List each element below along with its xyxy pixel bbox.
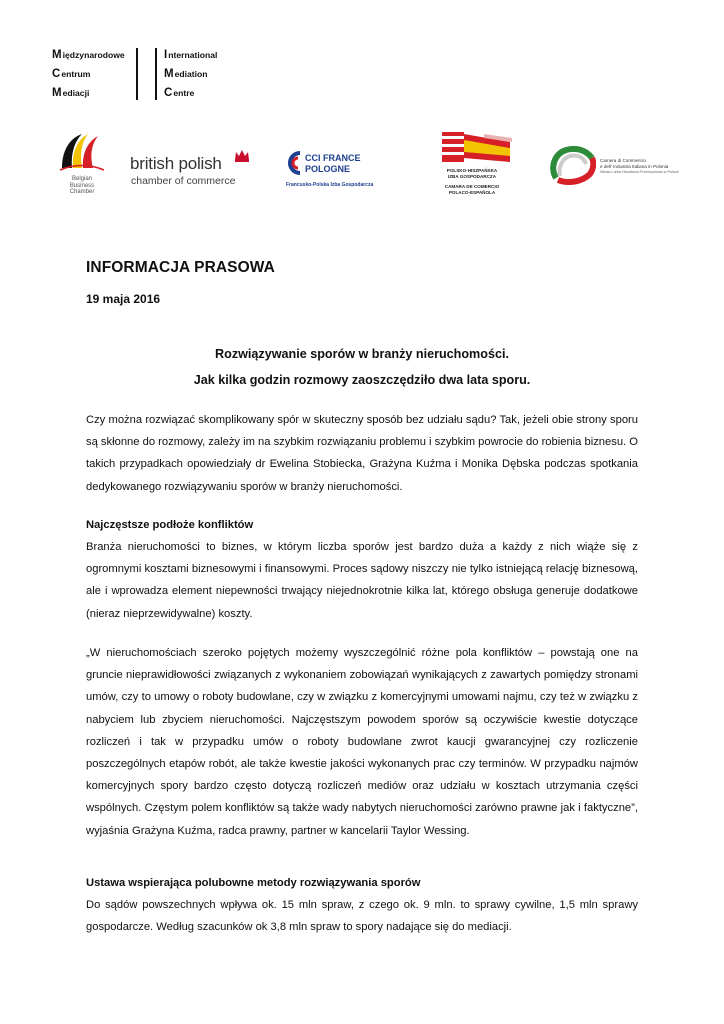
cci-emblem-icon — [284, 150, 304, 176]
italian-emblem-icon — [548, 144, 596, 186]
belgian-flag-icon — [56, 128, 108, 176]
letterhead-line: Międzynarodowe — [52, 49, 125, 61]
cci-france-pologne-logo — [284, 150, 380, 190]
british-polish-subtitle: chamber of commerce — [131, 175, 236, 187]
italian-chamber-logo — [548, 144, 688, 188]
name-line: IZBA GOSPODARCZA — [447, 173, 497, 179]
polish-spanish-chamber-logo — [428, 124, 518, 202]
british-polish-chamber-logo — [130, 148, 254, 188]
letterhead-line: Mediacji — [52, 87, 90, 99]
italian-name-line: Camera di Commercio — [600, 158, 646, 163]
letterhead-line: International — [164, 49, 218, 61]
letterhead-english-name — [164, 46, 217, 103]
belgian-business-chamber-logo — [56, 128, 108, 200]
section-paragraph: Branża nieruchomości to biznes, w którym liczba sporów jest bardzo duża a każdy z nich wiąże się z ogromnymi kosztami biznesowymi i finansowymi. Proces sądowy niszczy nie tylko istniejącą relację biznesową, ale i wprowadza element niepewności trwający niejednokrotnie kilka lat, którego obsługa generuje dodatkowe (nieraz nieprzewidywalne) koszty. — [86, 541, 638, 620]
section-heading: Ustawa wspierająca polubowne metody rozwiązywania sporów — [86, 877, 421, 889]
letterhead-divider — [136, 48, 138, 100]
crown-icon — [234, 148, 250, 162]
section-heading: Najczęstsze podłoże konfliktów — [86, 519, 254, 531]
polish-spanish-name-pl — [434, 168, 510, 179]
letterhead-divider — [155, 48, 157, 100]
partner-logos — [0, 122, 724, 202]
subheadline: Jak kilka godzin rozmowy zaoszczędziło dwa lata sporu. — [193, 373, 531, 387]
section-paragraph: Do sądów powszechnych wpływa ok. 15 mln spraw, z czego ok. 9 mln. to sprawy cywilne, 1,5 mln sprawy gospodarcze. Według szacunków ok 3,8 mln spraw to spory nadające się do mediacji. — [86, 899, 638, 934]
quote-paragraph: „W nieruchomościach szeroko pojętych możemy wyszczególnić różne pola konfliktów – powstają one na gruncie nieprawidłowości związanych z wykonaniem zobowiązań wynikających z zawartych pomiędzy stronami umów, czy to umowy o roboty budowlane, czy w związku z komercyjnymi umowami najmu, czy też w związku z nabyciem lub zbyciem nieruchomości. Najczęstszym powodem sporów są oczywiście kwestie dotyczące rozliczeń i tak w przypadku umów o roboty budowlane zwrot kaucji gwarancyjnej czy rozliczenie poszczególnych etapów robót, ale także kwestie jakości wykonanych prac czy terminów. W przypadku najmów komercyjnych spory bardzo często dotyczą rozliczeń mediów oraz udziału w kosztach utrzymania części wspólnych. Częstym polem konfliktów są także wady nabytych nieruchomości zarówno prawne jak i faktyczne”, wyjaśnia Grażyna Kuźma, radca prawny, partner w kancelarii Taylor Wessing. — [86, 647, 638, 837]
cci-title: CCI FRANCE — [305, 153, 361, 163]
document-date: 19 maja 2016 — [86, 292, 161, 306]
letterhead-line: Centre — [164, 87, 195, 99]
letterhead-line: Mediation — [164, 68, 208, 80]
italian-name-line: Włosko-Izba Handlowo-Przemysłowa w Polsce — [600, 170, 679, 174]
intro-paragraph: Czy można rozwiązać skomplikowany spór w skuteczny sposób bez udziału sądu? Tak, jeżeli obie strony sporu są skłonne do rozmowy, zależy im na szybkim rozwiązaniu problemu i szybkim powrocie do robienia biznesu. O takich przypadkach opowiedziały dr Ewelina Stobiecka, Grażyna Kuźma i Monika Dębska podczas spotkania dedykowanego rozwiązywaniu sporów w branży nieruchomości. — [86, 414, 638, 493]
polish-spanish-name-es — [434, 184, 510, 195]
name-line: CAMARA DE COMERCIO — [444, 184, 500, 189]
cci-subtitle: Francusko-Polska Izba Gospodarcza — [286, 182, 374, 188]
letterhead-polish-name — [52, 46, 125, 103]
belgian-caption — [56, 176, 108, 196]
caption-line: Chamber — [69, 189, 95, 195]
headline: Rozwiązywanie sporów w branży nieruchomości. — [215, 347, 509, 361]
name-line: POLSKO-HISZPAŃSKA — [446, 168, 498, 173]
caption-line: Business — [69, 182, 95, 189]
polish-spanish-flags-icon — [434, 128, 518, 168]
british-polish-wordmark: british polish — [130, 154, 222, 173]
letterhead-line: Centrum — [52, 68, 91, 80]
name-line: POLACO-ESPAÑOLA — [448, 189, 496, 195]
cci-title: POLOGNE — [305, 164, 351, 174]
document-title: INFORMACJA PRASOWA — [86, 259, 275, 276]
caption-line: Belgian — [71, 176, 92, 182]
italian-name-line: e dell' Industria Italiana in Polonia — [600, 164, 669, 169]
